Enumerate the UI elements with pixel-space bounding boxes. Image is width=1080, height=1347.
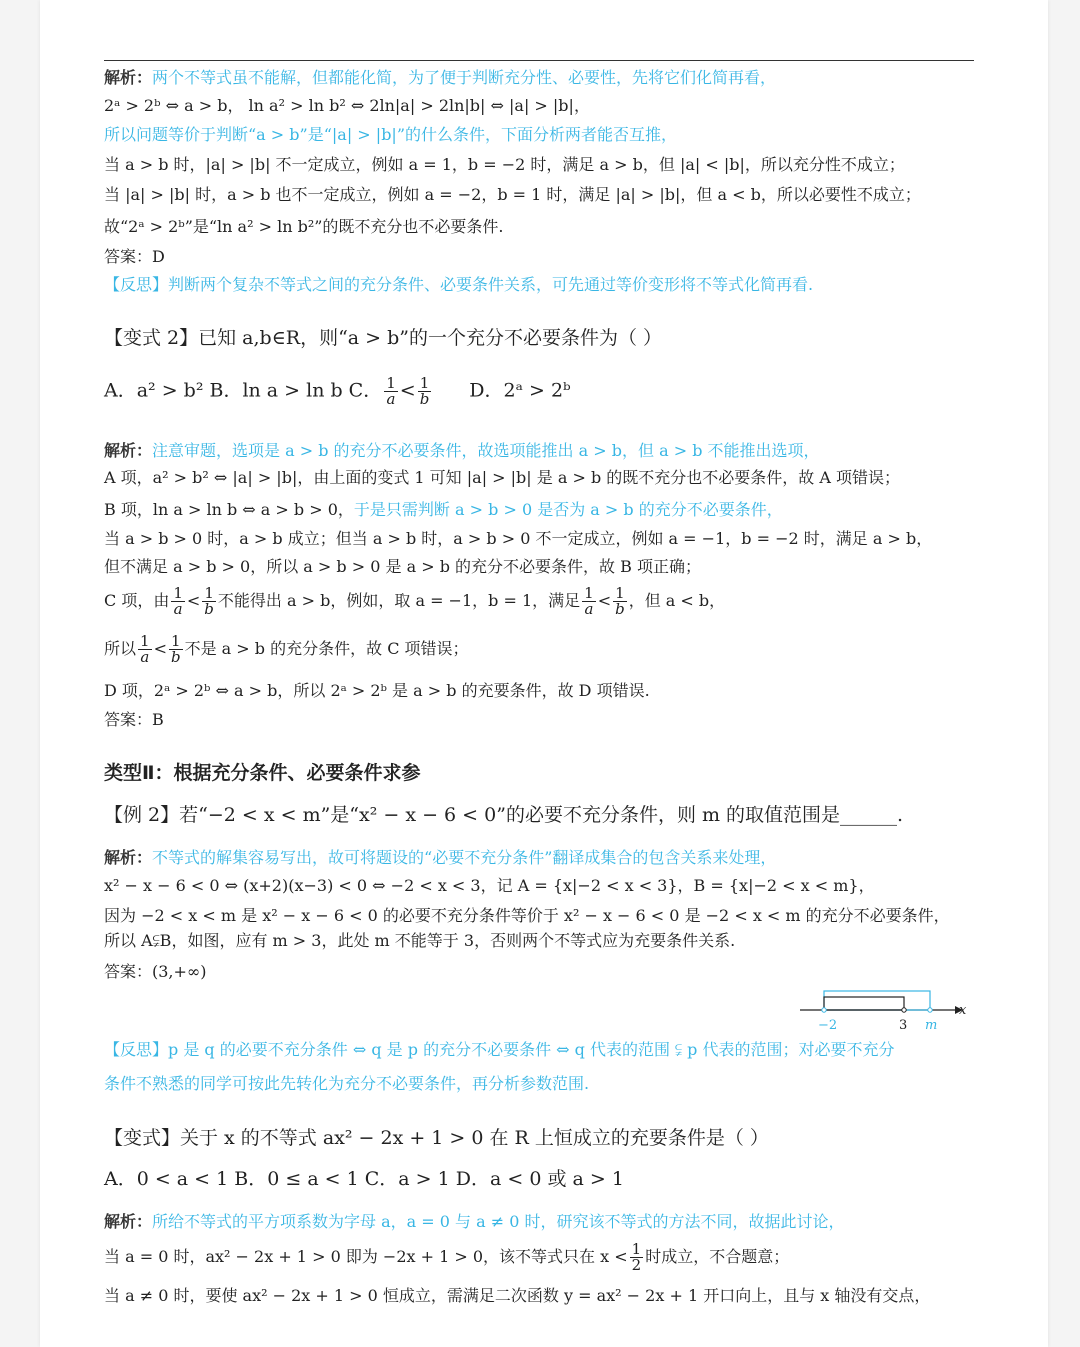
header-rule (104, 60, 974, 61)
analysis-4-line-1: 解析：所给不等式的平方项系数为字母 a，a = 0 与 a ≠ 0 时，研究该不等式的方法不同，故据此讨论， (104, 1212, 845, 1231)
variant-2-question: 【变式 2】已知 a,b∈R，则“a > b”的一个充分不必要条件为（ ） (104, 327, 663, 349)
tick-label-minus-2: −2 (818, 1018, 838, 1033)
open-point-m (928, 1008, 932, 1012)
set-b-interval (824, 991, 930, 1010)
fraction-1-over-a: $\frac{1}{a}$ (386, 374, 396, 408)
analysis-3-line-2: x² − x − 6 < 0 ⇔ (x+2)(x−3) < 0 ⇔ −2 < x < 3，记 A = {x|−2 < x < 3}，B = {x|−2 < x < m}， (104, 876, 875, 895)
analysis-4-line-2: 当 a = 0 时，ax² − 2x + 1 > 0 即为 −2x + 1 > 0，该不等式只在 x < $\frac{1}{2}$ 时成立，不合题意； (104, 1240, 790, 1274)
analysis-2-line-7: 所以 $\frac{1}{a}$ < $\frac{1}{b}$ 不是 a > b 的充分条件，故 C 项错误； (104, 632, 469, 666)
analysis-3-line-3: 因为 −2 < x < m 是 x² − x − 6 < 0 的必要不充分条件等价于 x² − x − 6 < 0 是 −2 < x < m 的充分不必要条件， (104, 906, 950, 925)
tick-label-3: 3 (899, 1018, 908, 1033)
answer-3: 答案：(3,+∞) (104, 962, 207, 981)
axis-label-x: x (959, 1003, 967, 1018)
number-line-diagram (800, 985, 970, 1035)
analysis-1-line-1: 解析：两个不等式虽不能解，但都能化简，为了便于判断充分性、必要性，先将它们化简再看， (104, 68, 777, 87)
variant-2-options: A．a² > b² B．ln a > ln b C． $\frac{1}{a}$ < $\frac{1}{b}$ D．2ᵃ > 2ᵇ (104, 374, 571, 408)
answer-2: 答案：B (104, 710, 164, 729)
analysis-1-line-4: 当 a > b 时，|a| > |b| 不一定成立，例如 a = 1，b = −2 时，满足 a > b，但 |a| < |b|，所以充分性不成立； (104, 155, 905, 174)
tick-label-m: m (925, 1018, 938, 1033)
answer-1: 答案：D (104, 247, 165, 266)
fraction-1-over-2: $\frac{1}{2}$ (631, 1240, 642, 1274)
analysis-1-line-2: 2ᵃ > 2ᵇ ⇔ a > b， ln a² > ln b² ⇔ 2ln|a| > 2ln|b| ⇔ |a| > |b|， (104, 96, 590, 115)
analysis-2-line-2: A 项，a² > b² ⇔ |a| > |b|，由上面的变式 1 可知 |a| > |b| 是 a > b 的既不充分也不必要条件，故 A 项错误； (104, 468, 901, 487)
analysis-1-line-3: 所以问题等价于判断“a > b”是“|a| > |b|”的什么条件，下面分析两者能否互推， (104, 125, 678, 144)
variant-3-question: 【变式】关于 x 的不等式 ax² − 2x + 1 > 0 在 R 上恒成立的充要条件是（ ） (104, 1127, 769, 1149)
example-2-question: 【例 2】若“−2 < x < m”是“x² − x − 6 < 0”的必要不充分条件，则 m 的取值范围是______. (104, 804, 904, 826)
analysis-2-line-3: B 项，ln a > ln b ⇔ a > b > 0，于是只需判断 a > b > 0 是否为 a > b 的充分不必要条件， (104, 500, 783, 519)
analysis-3-line-4: 所以 A⫋B，如图，应有 m > 3，此处 m 不能等于 3，否则两个不等式应为充要条件关系. (104, 931, 736, 950)
variant-3-options: A．0 < a < 1 B．0 ≤ a < 1 C．a > 1 D．a < 0 或 a > 1 (104, 1168, 624, 1190)
analysis-2-line-6: C 项，由 $\frac{1}{a}$ < $\frac{1}{b}$ 不能得出 a > b，例如，取 a = −1，b = 1，满足 $\frac{1}{a}$ < $\frac{1}{b}$ ，但 a < b， (104, 584, 726, 618)
fraction-1-over-b: $\frac{1}{b}$ (419, 374, 430, 408)
set-a-interval (824, 997, 904, 1010)
analysis-2-line-5: 但不满足 a > b > 0，所以 a > b > 0 是 a > b 的充分不必要条件，故 B 项正确； (104, 557, 701, 576)
reflection-3-line-1: 【反思】p 是 q 的必要不充分条件 ⇔ q 是 p 的充分不必要条件 ⇔ q 代表的范围 ⫋ p 代表的范围；对必要不充分 (104, 1040, 895, 1059)
section-heading-type-2: 类型Ⅱ：根据充分条件、必要条件求参 (104, 762, 421, 784)
analysis-1-line-6: 故“2ᵃ > 2ᵇ”是“ln a² > ln b²”的既不充分也不必要条件. (104, 217, 504, 236)
reflection-1: 【反思】判断两个复杂不等式之间的充分条件、必要条件关系，可先通过等价变形将不等式化简再看. (104, 275, 814, 294)
reflection-3-line-2: 条件不熟悉的同学可按此先转化为充分不必要条件，再分析参数范围. (104, 1074, 590, 1093)
analysis-4-line-3: 当 a ≠ 0 时，要使 ax² − 2x + 1 > 0 恒成立，需满足二次函数 y = ax² − 2x + 1 开口向上，且与 x 轴没有交点， (104, 1286, 931, 1305)
open-point-minus-2 (822, 1008, 826, 1012)
analysis-1-line-5: 当 |a| > |b| 时，a > b 也不一定成立，例如 a = −2，b = 1 时，满足 |a| > |b|，但 a < b，所以必要性不成立； (104, 185, 921, 204)
analysis-2-line-8: D 项，2ᵃ > 2ᵇ ⇔ a > b，所以 2ᵃ > 2ᵇ 是 a > b 的充要条件，故 D 项错误. (104, 681, 650, 700)
open-point-3 (902, 1008, 906, 1012)
analysis-2-line-4: 当 a > b > 0 时，a > b 成立；但当 a > b 时，a > b > 0 不一定成立，例如 a = −1，b = −2 时，满足 a > b， (104, 529, 933, 548)
analysis-2-line-1: 解析：注意审题，选项是 a > b 的充分不必要条件，故选项能推出 a > b，但 a > b 不能推出选项， (104, 441, 820, 460)
analysis-3-line-1: 解析：不等式的解集容易写出，故可将题设的“必要不充分条件”翻译成集合的包含关系来处理， (104, 848, 777, 867)
